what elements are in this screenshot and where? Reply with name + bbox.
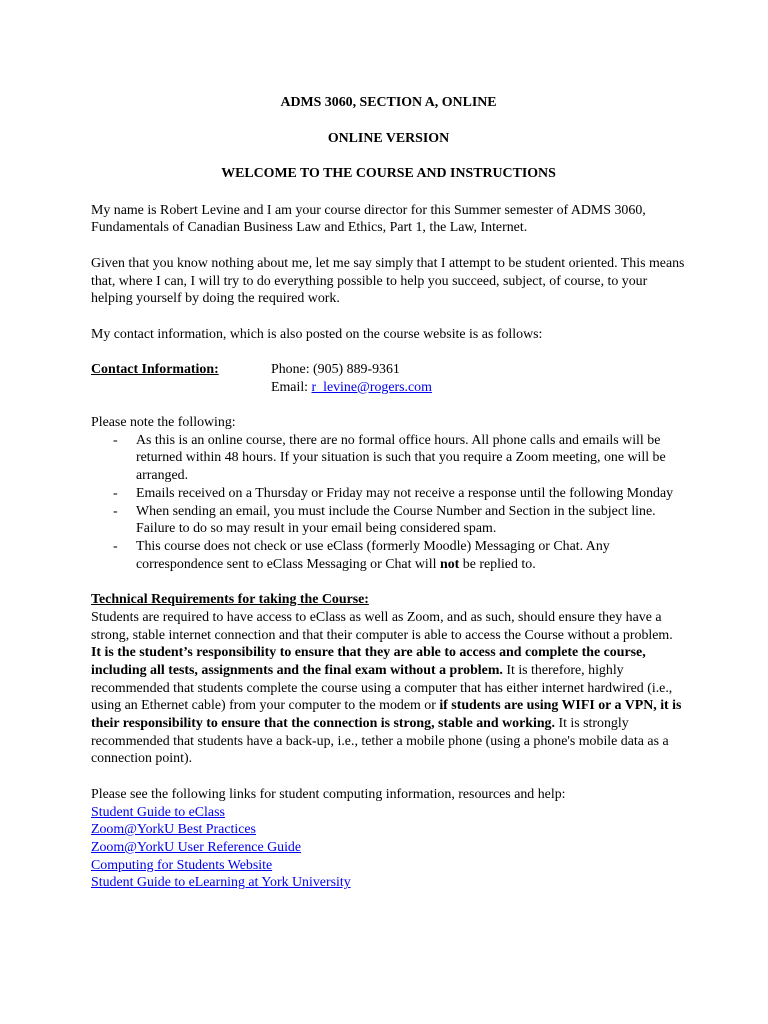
note-emphasis: not — [440, 556, 460, 572]
tech-bold-1: It is the student’s responsibility to ensure that they are able to access and complete the course, including all tests, assignments and the final exam without a problem. — [91, 645, 646, 678]
technical-requirements-paragraph — [91, 609, 686, 768]
note-text: This course does not check or use eClass (formerly Moodle) Messaging or Chat. Any correspondence sent to eClass Messaging or Chat will — [136, 539, 610, 572]
contact-block — [91, 361, 686, 396]
tech-text-1: Students are required to have access to eClass as well as Zoom, and as such, should ensure they have a strong, stable internet connection and that their computer is able to access the Course without a problem. — [91, 609, 673, 643]
note-item-email-timing: - Emails received on a Thursday or Friday may not receive a response until the following Monday — [91, 485, 686, 503]
course-title: ADMS 3060, SECTION A, ONLINE — [280, 95, 497, 110]
contact-email-line — [271, 379, 432, 397]
note-item-office-hours: - As this is an online course, there are no formal office hours. All phone calls and emails will be returned within 48 hours. If your situation is such that you require a Zoom meeting, one will be arranged. — [91, 432, 686, 485]
technical-requirements-title: Technical Requirements for taking the Course: — [91, 592, 369, 608]
version-title: ONLINE VERSION — [327, 130, 450, 146]
contact-intro-paragraph: My contact information, which is also posted on the course website is as follows: — [91, 326, 543, 342]
notes-intro: Please note the following: — [91, 415, 236, 431]
link-student-guide-eclass[interactable]: Student Guide to eClass — [91, 804, 225, 820]
notes-list — [91, 432, 686, 574]
note-item-email-subject: - When sending an email, you must include the Course Number and Section in the subject line. Failure to do so may result in your email being considered spam. — [91, 503, 686, 538]
intro-paragraph: My name is Robert Levine and I am your course director for this Summer semester of ADMS 3060, Fundamentals of Canadian Business Law and Ethics, Part 1, the Law, Internet. — [91, 202, 646, 236]
email-link[interactable]: r_levine@rogers.com — [311, 379, 432, 395]
contact-label: Contact Information: — [91, 361, 219, 377]
welcome-title: WELCOME TO THE COURSE AND INSTRUCTIONS — [221, 166, 556, 181]
note-text-end: be replied to. — [459, 556, 536, 572]
note-item-eclass-messaging — [91, 538, 686, 573]
links-intro: Please see the following links for student computing information, resources and help: — [91, 786, 566, 802]
contact-phone: Phone: (905) 889-9361 — [271, 361, 400, 377]
link-computing-for-students[interactable]: Computing for Students Website — [91, 857, 273, 873]
tech-text-3: It is strongly recommended that students have a back-up, i.e., tether a mobile phone (using a phone's mobile data as a connection point). — [91, 716, 669, 767]
student-oriented-paragraph: Given that you know nothing about me, let me say simply that I attempt to be student oriented. This means that, where I can, I will try to do everything possible to help you succeed, subject, of course, to your helping yourself by doing the required work. — [91, 255, 685, 307]
contact-lines — [271, 361, 432, 396]
resource-links — [91, 804, 686, 893]
link-zoom-user-reference[interactable]: Zoom@YorkU User Reference Guide — [91, 839, 302, 855]
tech-bold-2: if students are using WIFI or a VPN, it is their responsibility to ensure that the connection is strong, stable and working. — [91, 698, 682, 732]
tech-text-2: It is therefore, highly recommended that students complete the course using a computer that has either internet hardwired (i.e., using an Ethernet cable) from your computer to the modem or — [91, 662, 673, 714]
email-prefix: Email: — [271, 379, 312, 395]
link-zoom-best-practices[interactable]: Zoom@YorkU Best Practices — [91, 822, 256, 838]
link-student-guide-elearning[interactable]: Student Guide to eLearning at York University — [91, 875, 351, 891]
